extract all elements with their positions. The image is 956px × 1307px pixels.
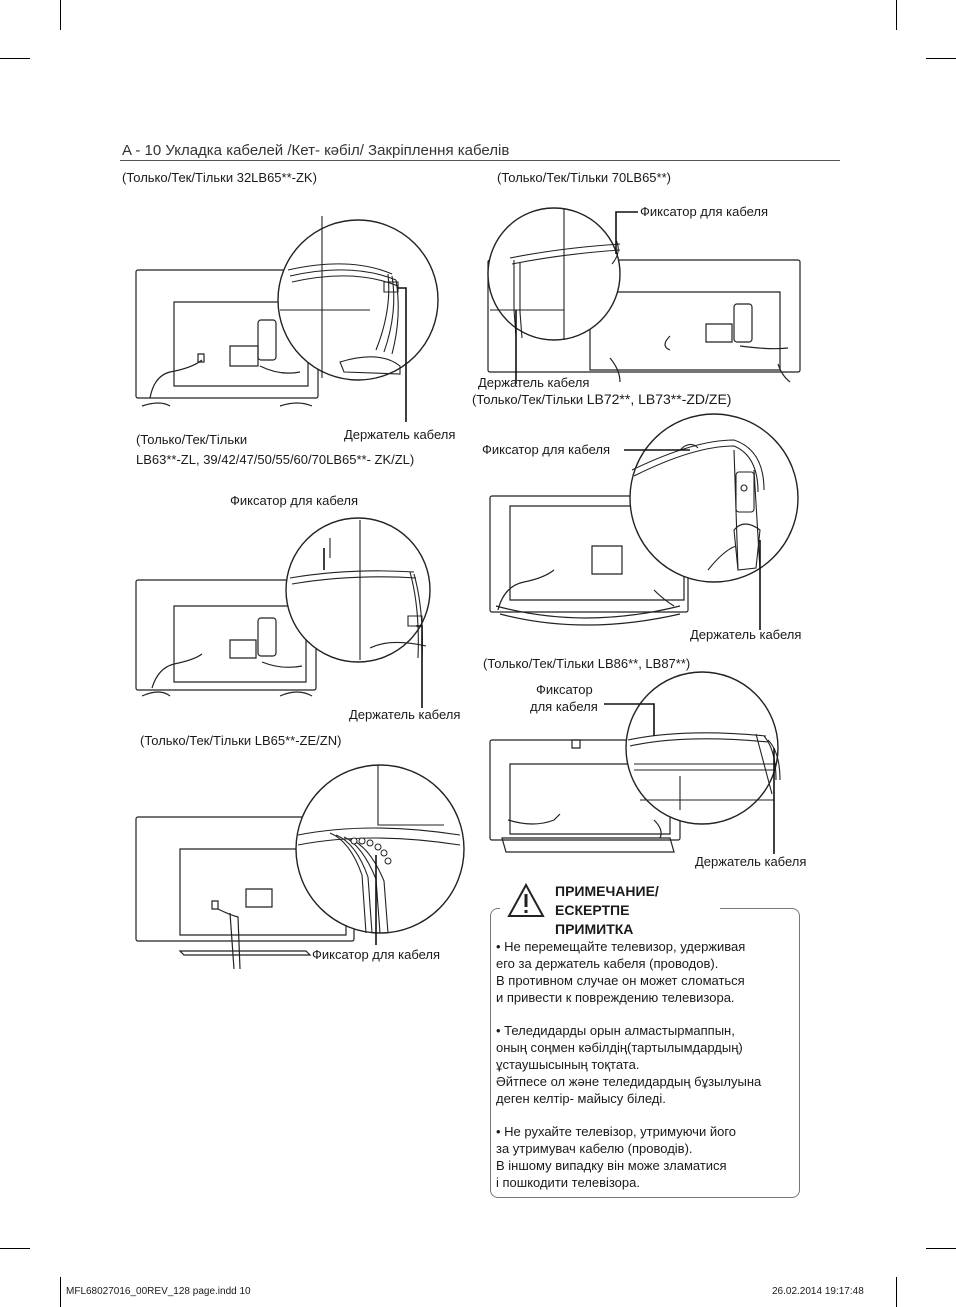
fig5-caption-models: LB72**, LB73**-ZD/ZE) [586,391,732,407]
note-title-line3: ПРИМИТКА [555,921,634,937]
note-para-uk: • Не рухайте телевізор, утримуючи його за утримувач кабелю (проводів). В іншому випадку він може зламатися і пошкодити телевізора. [496,1124,737,1190]
fig5-clip-label: Фиксатор для кабеля [482,442,611,457]
fig3-caption: (Только/Тек/Тільки LB65**-ZE/ZN) [140,733,342,748]
fig4-caption: (Только/Тек/Тільки 70LB65**) [497,170,671,185]
fig6-caption: (Только/Тек/Тільки LB86**, LB87**) [483,656,691,671]
fig5-tv-illustration [484,410,814,635]
note-title [555,882,659,939]
fig6-tv-illustration [484,670,814,858]
warning-triangle-icon [506,882,546,920]
fig3-tv-illustration [130,755,450,970]
fig1-holder-label: Держатель кабеля [344,427,456,442]
crop-mark [0,1248,30,1249]
fig4-clip-label: Фиксатор для кабеля [640,204,769,219]
footer-file: MFL68027016_00REV_128 page.indd 10 [66,1286,251,1297]
crop-mark [926,58,956,59]
fig2-holder-label: Держатель кабеля [349,707,461,722]
page-title: A - 10 Укладка кабелей /Кет- кәбіл/ Закріплення кабелів [122,142,510,159]
fig5-holder-label: Держатель кабеля [690,627,802,642]
fig2-caption-line1: (Только/Тек/Тільки [136,432,248,447]
crop-mark [0,58,30,59]
header-rule [120,160,840,161]
crop-mark [60,1277,61,1307]
note-title-line1: ПРИМЕЧАНИЕ/ [555,883,659,899]
fig2-tv-illustration [130,508,450,708]
fig3-clip-label: Фиксатор для кабеля [312,947,441,962]
note-para-kk: • Теледидарды орын алмастырмаппын, оның соңмен кәбілдің(тартылымдардың) ұстаушысының тоқтата. Әйтпесе ол және теледидардың бұзылуына деген келтір- майысу біледі. [496,1023,762,1106]
crop-mark [60,0,61,30]
note-body [496,938,796,1207]
fig1-caption: (Только/Тек/Тільки 32LB65**-ZK) [122,170,317,185]
crop-mark [896,0,897,30]
fig6-clip-label-line1: Фиксатор [536,682,593,697]
fig2-clip-label: Фиксатор для кабеля [230,493,359,508]
footer-datetime: 26.02.2014 19:17:48 [772,1286,864,1297]
fig5-caption [472,391,731,408]
fig1-tv-illustration [130,200,450,430]
fig5-caption-prefix: (Только/Тек/Тільки [472,392,587,407]
note-title-line2: ЕСКЕРТПЕ [555,902,630,918]
fig2-caption-line2: LB63**-ZL, 39/42/47/50/55/60/70LB65**- ZK/ZL) [136,452,415,467]
fig4-holder-label: Держатель кабеля [478,375,590,390]
crop-mark [896,1277,897,1307]
crop-mark [926,1248,956,1249]
fig6-holder-label: Держатель кабеля [695,854,807,869]
note-para-ru: • Не перемещайте телевизор, удерживая его за держатель кабеля (проводов). В противном случае он может сломаться и привести к повреждению телевизора. [496,939,746,1005]
fig4-tv-illustration [470,200,810,384]
fig6-clip-label-line2: для кабеля [530,699,598,714]
